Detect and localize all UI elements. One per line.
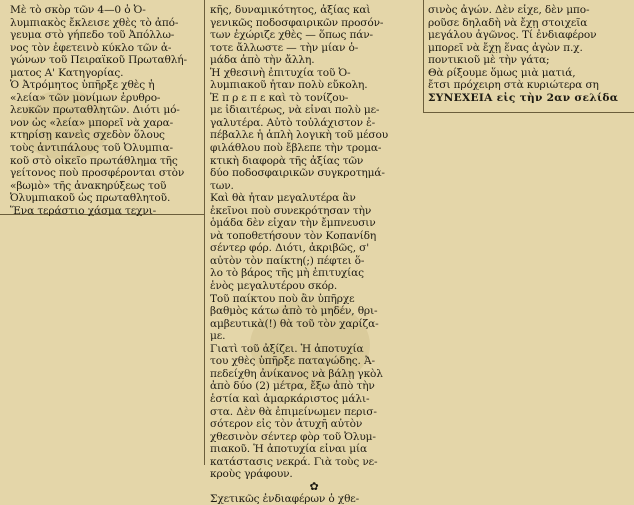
text-line: των. <box>210 179 234 192</box>
text-line: κοῦ στὸ οἰκεῖο πρωτάθλημα τῆς <box>10 154 178 167</box>
text-line: αμβευτικὰ(!) θὰ τοῦ τὸν χαρίζα- <box>210 317 379 330</box>
text-line: πέβαλλε ἡ ἁπλὴ λογικὴ τοῦ μέσου <box>210 129 389 142</box>
text-line: «λεία» τῶν μονίμων ἐρυθρο- <box>10 91 161 104</box>
column-divider <box>423 0 424 112</box>
text-line: σέντερ φόρ. Διότι, ἀκριβῶς, σ' <box>210 242 370 255</box>
text-line: με ἰδιαιτέρως, νὰ εἶναι πολὺ με- <box>210 104 380 117</box>
text-line: μάδα ἀπὸ τὴν ἄλλη. <box>210 54 315 67</box>
text-line: μπορεῖ νὰ ἔχῃ ἕνας ἀγὼν π.χ. <box>428 41 583 54</box>
text-line: κατάστασις νεκρά. Γιὰ τοὺς νε- <box>210 455 378 468</box>
text-line: Τοῦ παίκτου ποὺ ἂν ὑπῆρχε <box>210 292 355 305</box>
text-line: σινὸς ἀγών. Δὲν εἶχε, δὲν μπο- <box>428 4 590 16</box>
text-line: χθεσινὸν σέντερ φὸρ τοῦ Ὀλυμ- <box>210 430 376 443</box>
text-line: Ἕνα τεράστιο χάσμα τεχνι- <box>10 204 157 217</box>
text-line: Μὲ τὸ σκὸρ τῶν 4—0 ὁ Ὀ- <box>10 4 146 16</box>
text-line: κῆς, δυναμικότητος, ἀξίας καὶ <box>210 4 371 16</box>
text-line: λο τὸ βάρος τῆς μὴ ἐπιτυχίας <box>210 267 364 280</box>
text-line: νος τὸν ἐφετεινὸ κύκλο τῶν ἀ- <box>10 41 172 54</box>
text-line: Ὁ Ἀτρόμητος ὑπῆρξε χθὲς ἡ <box>10 79 155 92</box>
text-line: Ἐ π ρ ε π ε καὶ τὸ τονίζου- <box>210 91 349 104</box>
text-line: τοτε ἄλλωστε — τὴν μίαν ὁ- <box>210 41 359 54</box>
column-divider <box>204 0 205 465</box>
article-column-2 <box>210 4 418 505</box>
text-line: τοὺς ἀντιπάλους τοῦ Ὀλυμπια- <box>10 142 173 155</box>
text-line: γαλυτέρα. Αὐτὸ τοὐλάχιστον ἐ- <box>210 116 376 129</box>
text-line: στα. Δὲν θὰ ἐπιμείνωμεν περισ- <box>210 405 377 418</box>
text-line: γευμα στὸ γήπεδο τοῦ Ἀπόλλω- <box>10 29 175 42</box>
text-line: δύο ποδοσφαιρικῶν συγκροτημά- <box>210 167 385 180</box>
text-line: λυμπιακὸς ἔκλεισε χθὲς τὸ ἀπό- <box>10 16 179 29</box>
text-line: σότερον εἰς τὸν ἀτυχῆ αὐτὸν <box>210 418 363 431</box>
text-line: ροῦσε δηλαδὴ νὰ ἔχῃ στοιχεῖα <box>428 16 588 29</box>
text-line: λυμπιακοῦ ἦταν πολὺ εὔκολη. <box>210 79 368 92</box>
text-line: «βωμὸ» τῆς ἀνακηρύξεως τοῦ <box>10 179 167 192</box>
text-line: κτηρίσῃ κανεὶς σχεδὸν ὅλους <box>10 129 165 142</box>
text-line: ἐκεῖνοι ποὺ συνεκρότησαν τὴν <box>210 204 372 217</box>
text-line: Σχετικῶς ἐνδιαφέρων ὁ χθε- <box>210 492 360 505</box>
text-line: ἔτσι πρόχειρη στὰ κυριώτερα ση <box>428 79 599 92</box>
text-line: νον ὡς «λεία» μπορεῖ νὰ χαρα- <box>10 116 174 129</box>
text-line: των ἐχώριζε χθὲς — ὅπως πάν- <box>210 29 373 42</box>
text-line: κτικὴ διαφορὰ τῆς ἀξίας τῶν <box>210 154 364 167</box>
text-line: φιλάθλου ποὺ ἔβλεπε τὴν τρομα- <box>210 142 382 155</box>
text-line: γώνων τοῦ Πειραϊκοῦ Πρωταθλή- <box>10 54 187 67</box>
text-line: ἑνὸς μεγαλυτέρου σκόρ. <box>210 280 338 293</box>
text-line: με. <box>210 330 226 343</box>
article-column-1 <box>10 4 200 217</box>
text-line: ποντικιοῦ μὲ τὴν γάτα; <box>428 54 550 67</box>
text-line: του χθὲς ὑπῆρξε παταγώδης. Ἀ- <box>210 355 375 368</box>
section-ornament: ✿ <box>309 480 319 493</box>
text-line: Γιατὶ τοῦ ἀξίζει. Ἡ ἀποτυχία <box>210 342 364 355</box>
text-line: ὁμάδα δὲν εἶχαν τὴν ἔμπνευσιν <box>210 217 376 230</box>
text-line: μεγάλου ἀγῶνος. Τί ἐνδιαφέρον <box>428 29 597 42</box>
text-line: γενικῶς ποδοσφαιρικῶν προσόν- <box>210 16 384 29</box>
text-line: ματος Α' Κατηγορίας. <box>10 66 124 79</box>
text-line: γείτονος ποὺ προσφέρονται στὸν <box>10 167 185 180</box>
text-line: Ἡ χθεσινὴ ἐπιτυχία τοῦ Ὀ- <box>210 66 351 79</box>
column-end-rule <box>423 112 634 113</box>
text-line: Θὰ ρίξουμε ὅμως μιὰ ματιά, <box>428 66 576 79</box>
article-column-3 <box>428 4 630 104</box>
text-line: Καὶ θὰ ἦταν μεγαλυτέρα ἂν <box>210 192 356 205</box>
text-line: πεδείχθη ἀνίκανος νὰ βάλῃ γκὸλ <box>210 367 383 380</box>
text-line: ἀπὸ δύο (2) μέτρα, ἔξω ἀπὸ τὴν <box>210 380 375 393</box>
text-line: κροὺς γράφουν. <box>210 468 293 481</box>
text-line: νὰ τοποθετήσουν τὸν Κοπανίδη <box>210 229 377 242</box>
continuation-note: ΣΥΝΕΧΕΙΑ εἰς τὴν 2αν σελίδα <box>428 91 619 104</box>
text-line: βαθμὸς κάτω ἀπὸ τὸ μηδέν, θρι- <box>210 305 378 318</box>
text-line: πιακοῦ. Ἡ ἀποτυχία εἶναι μία <box>210 443 367 456</box>
text-line: λευκῶν πρωταθλητῶν. Διότι μό- <box>10 104 180 117</box>
text-line: ἑστία καὶ ἀμαρκάριστος μάλι- <box>210 392 370 405</box>
text-line: αὐτὸν τὸν παίκτη(;) πέφτει ὅ- <box>210 254 365 267</box>
text-line: Ὀλυμπιακοῦ ὡς πρωταθλητοῦ. <box>10 192 171 205</box>
